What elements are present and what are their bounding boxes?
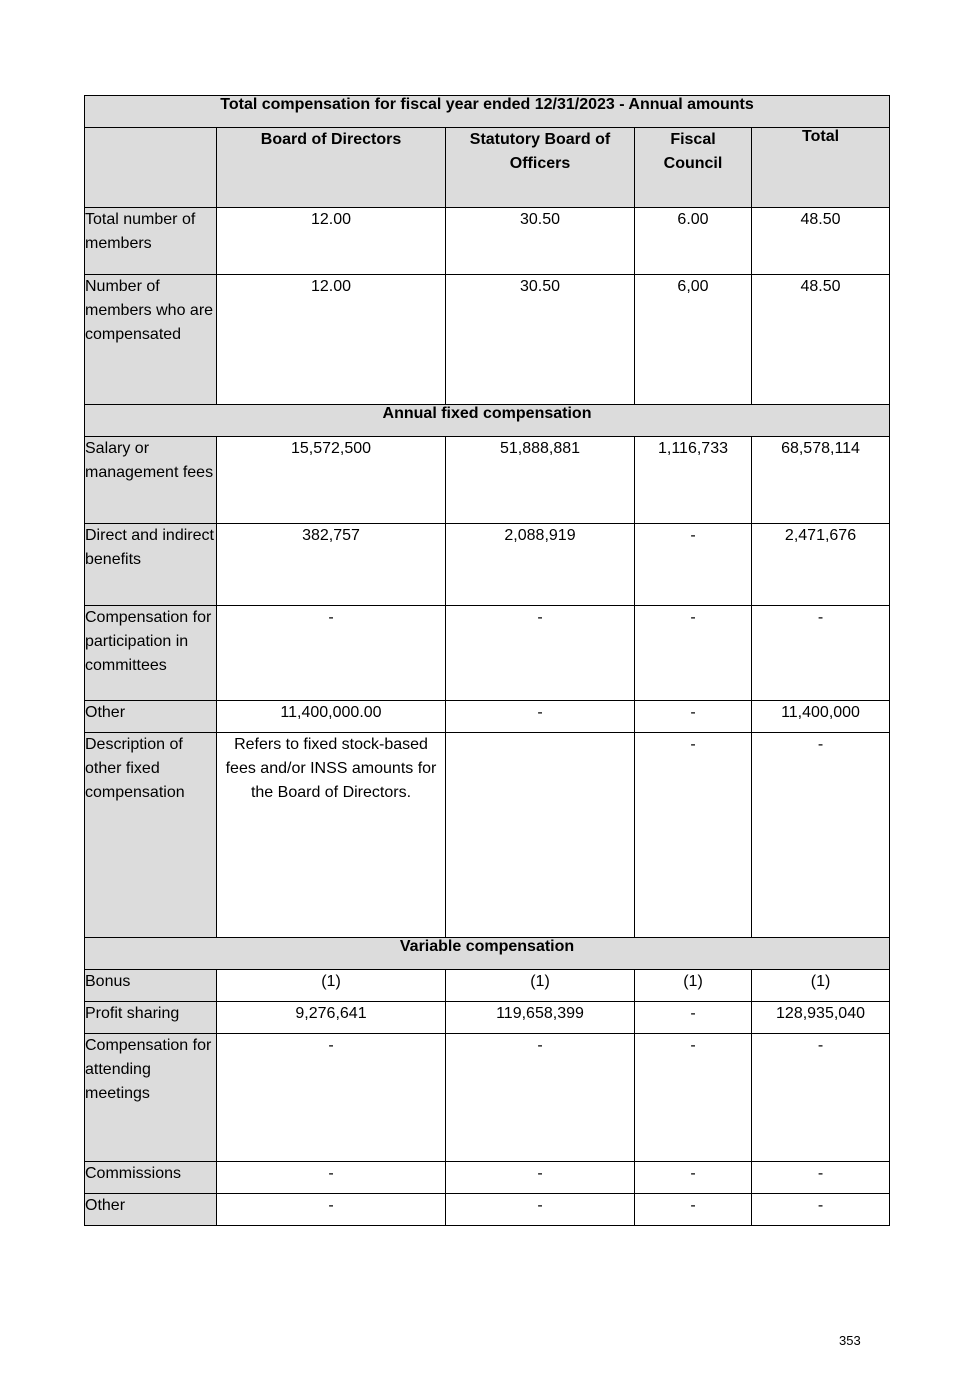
compensation-table	[84, 95, 890, 1226]
cell-statutory: -	[446, 1162, 635, 1194]
cell-fiscal: -	[635, 1002, 752, 1034]
cell-total: -	[752, 733, 890, 938]
cell-total: 68,578,114	[752, 437, 890, 524]
section-row	[85, 938, 890, 970]
table-row	[85, 208, 890, 275]
table-row	[85, 1034, 890, 1162]
row-label: Number of members who are compensated	[85, 275, 217, 405]
page-number: 353	[839, 1333, 861, 1348]
table-row	[85, 970, 890, 1002]
cell-statutory: 2,088,919	[446, 524, 635, 606]
cell-total: -	[752, 1034, 890, 1162]
cell-total: -	[752, 606, 890, 701]
header-fiscal-council: Fiscal Council	[635, 128, 752, 208]
table-row	[85, 1194, 890, 1226]
cell-fiscal: -	[635, 524, 752, 606]
cell-fiscal: 6,00	[635, 275, 752, 405]
cell-statutory: 30.50	[446, 275, 635, 405]
row-label: Direct and indirect benefits	[85, 524, 217, 606]
row-label: Other	[85, 701, 217, 733]
cell-board: 12.00	[217, 208, 446, 275]
cell-board: (1)	[217, 970, 446, 1002]
row-label: Compensation for participation in committees	[85, 606, 217, 701]
cell-statutory: -	[446, 1194, 635, 1226]
cell-board: 382,757	[217, 524, 446, 606]
table-row	[85, 606, 890, 701]
cell-total: 11,400,000	[752, 701, 890, 733]
table-title: Total compensation for fiscal year ended 12/31/2023 - Annual amounts	[85, 96, 890, 128]
row-label: Compensation for attending meetings	[85, 1034, 217, 1162]
cell-board: -	[217, 606, 446, 701]
row-label: Salary or management fees	[85, 437, 217, 524]
row-label: Total number of members	[85, 208, 217, 275]
cell-fiscal: (1)	[635, 970, 752, 1002]
cell-fiscal: 1,116,733	[635, 437, 752, 524]
cell-fiscal: -	[635, 733, 752, 938]
cell-total: 48.50	[752, 275, 890, 405]
cell-total: 128,935,040	[752, 1002, 890, 1034]
row-label: Bonus	[85, 970, 217, 1002]
row-label: Commissions	[85, 1162, 217, 1194]
cell-total: -	[752, 1194, 890, 1226]
table-row	[85, 524, 890, 606]
cell-board-description: Refers to fixed stock-based fees and/or INSS amounts for the Board of Directors.	[217, 733, 446, 938]
cell-fiscal: -	[635, 701, 752, 733]
cell-board: 9,276,641	[217, 1002, 446, 1034]
table-row	[85, 701, 890, 733]
section-title-fixed: Annual fixed compensation	[85, 405, 890, 437]
cell-fiscal: -	[635, 1194, 752, 1226]
cell-statutory: -	[446, 701, 635, 733]
table-row	[85, 275, 890, 405]
cell-board: 11,400,000.00	[217, 701, 446, 733]
row-label: Other	[85, 1194, 217, 1226]
header-total: Total	[752, 128, 890, 208]
cell-total: -	[752, 1162, 890, 1194]
column-header-row	[85, 128, 890, 208]
table-row	[85, 733, 890, 938]
table-row	[85, 1162, 890, 1194]
section-row	[85, 405, 890, 437]
cell-total: 2,471,676	[752, 524, 890, 606]
cell-fiscal: -	[635, 606, 752, 701]
cell-statutory: -	[446, 606, 635, 701]
table-row	[85, 1002, 890, 1034]
table-row	[85, 437, 890, 524]
cell-statutory	[446, 733, 635, 938]
section-title-variable: Variable compensation	[85, 938, 890, 970]
header-statutory-board: Statutory Board of Officers	[446, 128, 635, 208]
cell-fiscal: 6.00	[635, 208, 752, 275]
cell-board: 12.00	[217, 275, 446, 405]
cell-total: (1)	[752, 970, 890, 1002]
row-label: Description of other fixed compensation	[85, 733, 217, 938]
table-title-row	[85, 96, 890, 128]
header-board-of-directors: Board of Directors	[217, 128, 446, 208]
cell-fiscal: -	[635, 1162, 752, 1194]
cell-board: 15,572,500	[217, 437, 446, 524]
cell-statutory: 51,888,881	[446, 437, 635, 524]
cell-statutory: 119,658,399	[446, 1002, 635, 1034]
cell-board: -	[217, 1162, 446, 1194]
cell-board: -	[217, 1034, 446, 1162]
cell-total: 48.50	[752, 208, 890, 275]
cell-statutory: 30.50	[446, 208, 635, 275]
row-label: Profit sharing	[85, 1002, 217, 1034]
cell-board: -	[217, 1194, 446, 1226]
header-blank	[85, 128, 217, 208]
cell-fiscal: -	[635, 1034, 752, 1162]
cell-statutory: (1)	[446, 970, 635, 1002]
cell-statutory: -	[446, 1034, 635, 1162]
